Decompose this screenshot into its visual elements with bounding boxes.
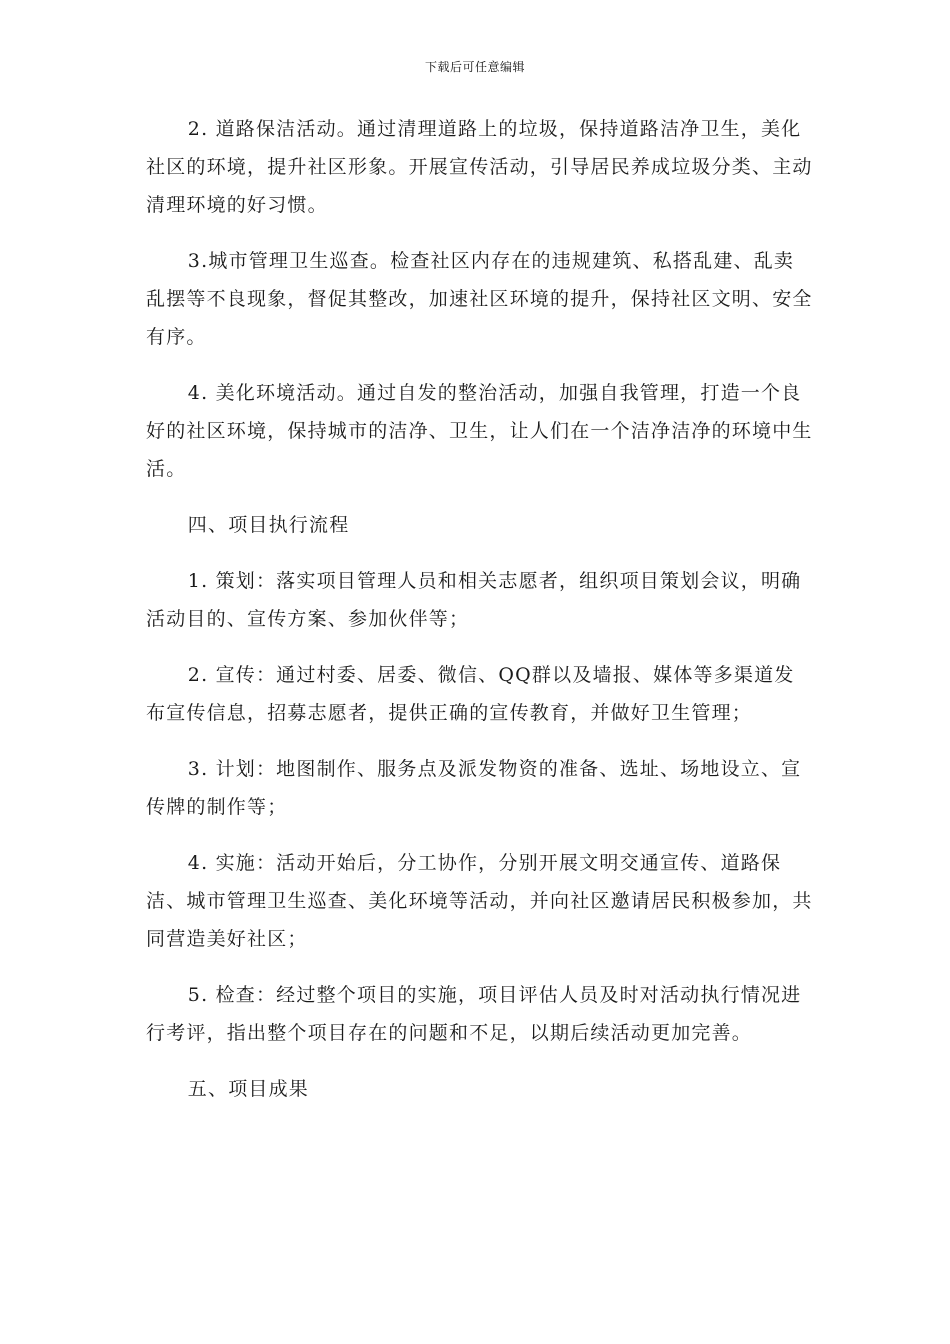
paragraph-city-inspection: 3.城市管理卫生巡查。检查社区内存在的违规建筑、私搭乱建、乱卖乱摆等不良现象，督促其整改，加速社区环境的提升，保持社区文明、安全有序。 [146, 250, 813, 348]
paragraph-inspection: 5. 检查：经过整个项目的实施，项目评估人员及时对活动执行情况进行考评，指出整个项目存在的问题和不足，以期后续活动更加完善。 [146, 984, 802, 1044]
document-body [146, 110, 814, 1126]
section-heading-execution-flow: 四、项目执行流程 [187, 514, 350, 536]
paragraph-plan: 3. 计划：地图制作、服务点及派发物资的准备、选址、场地设立、宣传牌的制作等； [146, 758, 802, 818]
paragraph-planning: 1. 策划：落实项目管理人员和相关志愿者，组织项目策划会议，明确活动目的、宣传方案、参加伙伴等； [146, 570, 802, 630]
paragraph-road-cleaning: 2. 道路保洁活动。通过清理道路上的垃圾，保持道路洁净卫生，美化社区的环境，提升社区形象。开展宣传活动，引导居民养成垃圾分类、主动清理环境的好习惯。 [146, 118, 813, 216]
paragraph-publicity: 2. 宣传：通过村委、居委、微信、QQ群以及墙报、媒体等多渠道发布宣传信息，招募志愿者，提供正确的宣传教育，并做好卫生管理； [146, 664, 795, 724]
paragraph-beautify-environment: 4. 美化环境活动。通过自发的整治活动，加强自我管理，打造一个良好的社区环境，保持城市的洁净、卫生，让人们在一个洁净洁净的环境中生活。 [146, 382, 813, 480]
paragraph-implementation: 4. 实施：活动开始后，分工协作，分别开展文明交通宣传、道路保洁、城市管理卫生巡查、美化环境等活动，并向社区邀请居民积极参加，共同营造美好社区； [146, 852, 813, 950]
header-note: 下载后可任意编辑 [424, 60, 525, 74]
section-heading-project-results: 五、项目成果 [187, 1078, 309, 1100]
